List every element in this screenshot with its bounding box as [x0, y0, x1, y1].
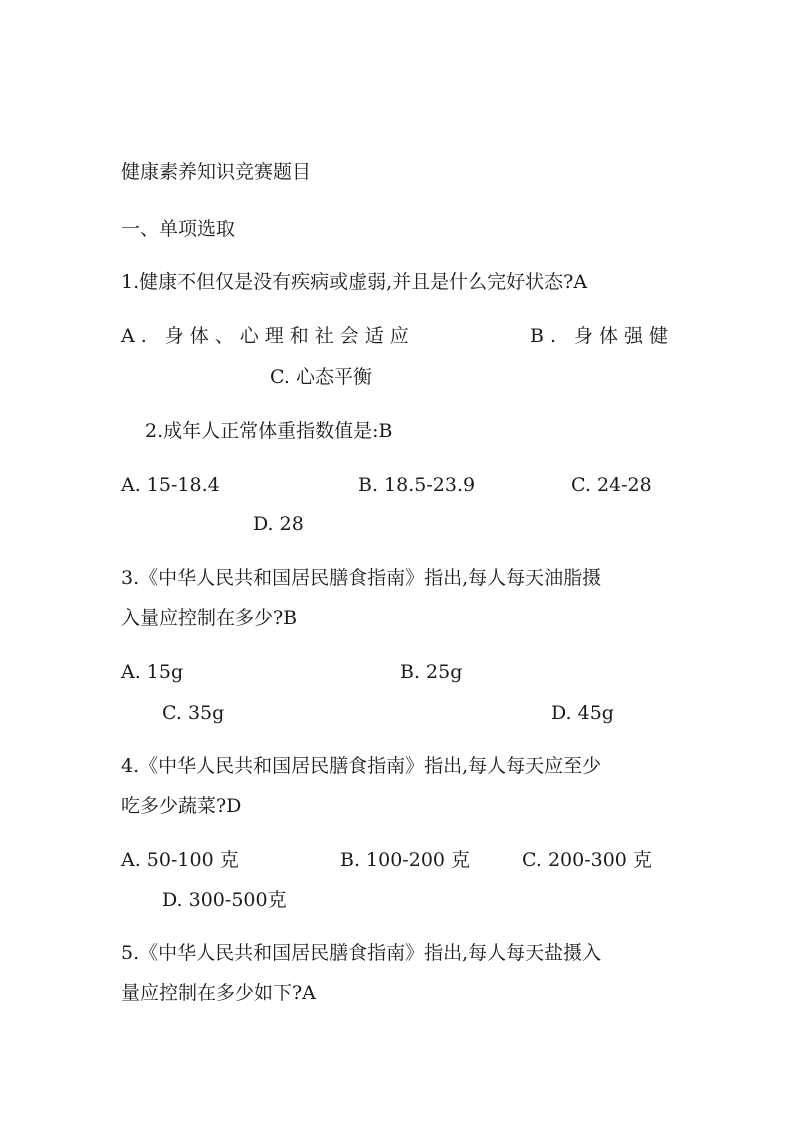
q1-option-a: A. 身体、心理和社会适应 [121, 325, 415, 347]
q3-option-d: D. 45g [551, 702, 614, 724]
q1-option-b: B. 身体强健 [530, 325, 675, 347]
question-5-line-1: 5.《中华人民共和国居民膳食指南》指出,每人每天盐摄入 [121, 942, 602, 964]
question-3-line-2: 入量应控制在多少?B [121, 607, 298, 629]
question-3-line-1: 3.《中华人民共和国居民膳食指南》指出,每人每天油脂摄 [121, 567, 602, 589]
doc-title: 健康素养知识竞赛题目 [121, 161, 312, 183]
q2-option-b: B. 18.5-23.9 [358, 474, 476, 496]
q4-option-c: C. 200-300 克 [522, 849, 652, 871]
q2-option-c: C. 24-28 [571, 474, 652, 496]
section-heading: 一、单项选取 [121, 218, 236, 240]
q3-option-b: B. 25g [400, 661, 463, 683]
question-2: 2.成年人正常体重指数值是:B [145, 420, 393, 442]
q3-option-a: A. 15g [121, 661, 184, 683]
q4-option-d: D. 300-500克 [162, 889, 287, 911]
question-5-line-2: 量应控制在多少如下?A [121, 982, 316, 1004]
q3-option-c: C. 35g [162, 702, 225, 724]
q4-option-b: B. 100-200 克 [340, 849, 471, 871]
question-1: 1.健康不但仅是没有疾病或虚弱,并且是什么完好状态?A [121, 271, 588, 293]
question-4-line-2: 吃多少蔬菜?D [121, 795, 242, 817]
q1-option-c: C. 心态平衡 [270, 366, 372, 388]
question-4-line-1: 4.《中华人民共和国居民膳食指南》指出,每人每天应至少 [121, 755, 602, 777]
q2-option-d: D. 28 [253, 513, 304, 535]
q2-option-a: A. 15-18.4 [121, 474, 220, 496]
q4-option-a: A. 50-100 克 [121, 849, 239, 871]
